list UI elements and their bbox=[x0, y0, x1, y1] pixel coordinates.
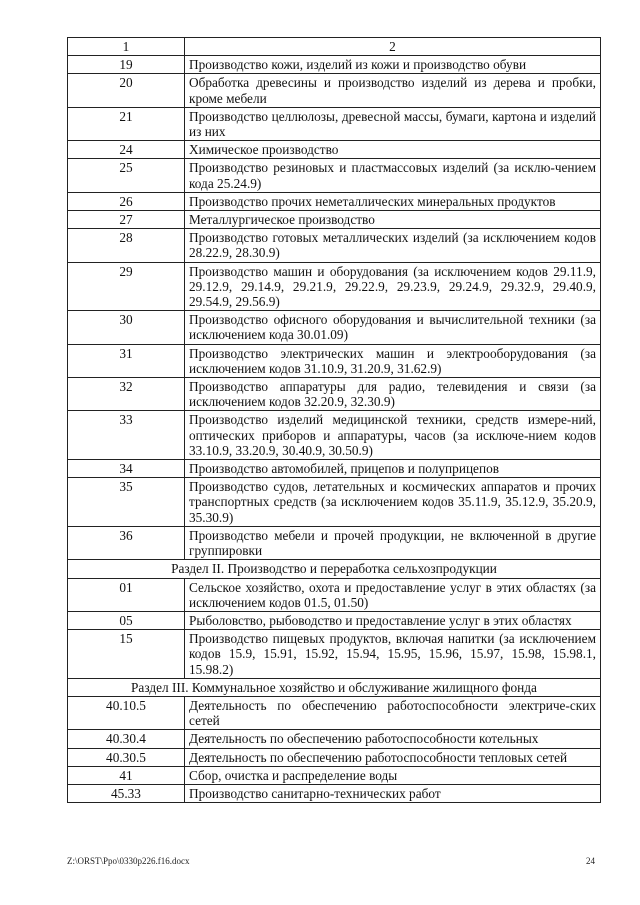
column-1-header: 1 bbox=[68, 38, 185, 56]
row-description: Производство мебели и прочей продукции, не включенной в другие группировки bbox=[185, 526, 601, 559]
row-description: Производство пищевых продуктов, включая напитки (за исключением кодов 15.9, 15.91, 15.92, 15.94, 15.95, 15.96, 15.97, 15.98, 15.98.1, 15.98.2) bbox=[185, 630, 601, 679]
table-row bbox=[68, 211, 601, 229]
row-code: 31 bbox=[68, 344, 185, 377]
row-description: Производство резиновых и пластмассовых изделий (за исклю-чением кода 25.24.9) bbox=[185, 159, 601, 192]
table-row bbox=[68, 578, 601, 611]
table-header-row bbox=[68, 38, 601, 56]
row-description: Производство готовых металлических изделий (за исключением кодов 28.22.9, 28.30.9) bbox=[185, 229, 601, 262]
table-row bbox=[68, 784, 601, 802]
table-row bbox=[68, 56, 601, 74]
row-code: 30 bbox=[68, 311, 185, 344]
table-row bbox=[68, 748, 601, 766]
codes-table bbox=[67, 37, 601, 803]
row-description: Производство целлюлозы, древесной массы, бумаги, картона и изделий из них bbox=[185, 107, 601, 140]
row-description: Деятельность по обеспечению работоспособности котельных bbox=[185, 730, 601, 748]
row-code: 41 bbox=[68, 766, 185, 784]
row-code: 20 bbox=[68, 74, 185, 107]
row-description: Производство офисного оборудования и вычислительной техники (за исключением кода 30.01.09) bbox=[185, 311, 601, 344]
footer-file-path: Z:\ORST\Ppo\0330p226.f16.docx bbox=[67, 856, 190, 866]
row-description: Производство санитарно-технических работ bbox=[185, 784, 601, 802]
row-description: Химическое производство bbox=[185, 141, 601, 159]
row-description: Производство автомобилей, прицепов и полуприцепов bbox=[185, 460, 601, 478]
row-code: 01 bbox=[68, 578, 185, 611]
table-row bbox=[68, 344, 601, 377]
row-code: 27 bbox=[68, 211, 185, 229]
row-description: Деятельность по обеспечению работоспособности тепловых сетей bbox=[185, 748, 601, 766]
row-description: Сельское хозяйство, охота и предоставление услуг в этих областях (за исключением кодов 01.5, 01.50) bbox=[185, 578, 601, 611]
row-code: 15 bbox=[68, 630, 185, 679]
row-code: 45.33 bbox=[68, 784, 185, 802]
table-row bbox=[68, 192, 601, 210]
table-row bbox=[68, 630, 601, 679]
row-code: 25 bbox=[68, 159, 185, 192]
row-description: Сбор, очистка и распределение воды bbox=[185, 766, 601, 784]
table-row bbox=[68, 526, 601, 559]
row-description: Деятельность по обеспечению работоспособности электриче-ских сетей bbox=[185, 696, 601, 729]
section-heading-row bbox=[68, 560, 601, 578]
row-code: 29 bbox=[68, 262, 185, 311]
column-2-header: 2 bbox=[185, 38, 601, 56]
row-code: 35 bbox=[68, 478, 185, 527]
row-code: 34 bbox=[68, 460, 185, 478]
table-row bbox=[68, 730, 601, 748]
row-code: 21 bbox=[68, 107, 185, 140]
table-row bbox=[68, 229, 601, 262]
row-description: Производство машин и оборудования (за исключением кодов 29.11.9, 29.12.9, 29.14.9, 29.21.9, 29.22.9, 29.23.9, 29.24.9, 29.32.9, 29.40.9, 29.54.9, 29.56.9) bbox=[185, 262, 601, 311]
row-code: 40.10.5 bbox=[68, 696, 185, 729]
row-code: 40.30.4 bbox=[68, 730, 185, 748]
row-code: 26 bbox=[68, 192, 185, 210]
row-code: 33 bbox=[68, 411, 185, 460]
row-code: 36 bbox=[68, 526, 185, 559]
row-code: 28 bbox=[68, 229, 185, 262]
row-code: 19 bbox=[68, 56, 185, 74]
row-description: Рыболовство, рыбоводство и предоставление услуг в этих областях bbox=[185, 611, 601, 629]
table-row bbox=[68, 478, 601, 527]
row-description: Производство кожи, изделий из кожи и производство обуви bbox=[185, 56, 601, 74]
row-code: 32 bbox=[68, 378, 185, 411]
table-row bbox=[68, 460, 601, 478]
row-description: Производство электрических машин и электрооборудования (за исключением кодов 31.10.9, 31.20.9, 31.62.9) bbox=[185, 344, 601, 377]
table-row bbox=[68, 141, 601, 159]
row-description: Производство судов, летательных и космических аппаратов и прочих транспортных средств (за исключением кодов 35.11.9, 35.12.9, 35.20.9, 35.30.9) bbox=[185, 478, 601, 527]
row-code: 40.30.5 bbox=[68, 748, 185, 766]
row-description: Производство прочих неметаллических минеральных продуктов bbox=[185, 192, 601, 210]
footer-page-number: 24 bbox=[586, 856, 595, 866]
table-row bbox=[68, 74, 601, 107]
table-row bbox=[68, 107, 601, 140]
row-description: Производство аппаратуры для радио, телевидения и связи (за исключением кодов 32.20.9, 32.30.9) bbox=[185, 378, 601, 411]
table-row bbox=[68, 611, 601, 629]
row-description: Металлургическое производство bbox=[185, 211, 601, 229]
section-2-heading: Раздел II. Производство и переработка сельхозпродукции bbox=[68, 560, 601, 578]
table-row bbox=[68, 311, 601, 344]
row-description: Производство изделий медицинской техники, средств измере-ний, оптических приборов и аппаратуры, часов (за исключе-нием кодов 33.10.9, 33.20.9, 30.40.9, 30.50.9) bbox=[185, 411, 601, 460]
table-row bbox=[68, 159, 601, 192]
row-code: 24 bbox=[68, 141, 185, 159]
table-row bbox=[68, 411, 601, 460]
table-row bbox=[68, 696, 601, 729]
table-row bbox=[68, 378, 601, 411]
section-3-heading: Раздел III. Коммунальное хозяйство и обслуживание жилищного фонда bbox=[68, 678, 601, 696]
table-row bbox=[68, 262, 601, 311]
section-heading-row bbox=[68, 678, 601, 696]
row-code: 05 bbox=[68, 611, 185, 629]
table-row bbox=[68, 766, 601, 784]
row-description: Обработка древесины и производство изделий из дерева и пробки, кроме мебели bbox=[185, 74, 601, 107]
